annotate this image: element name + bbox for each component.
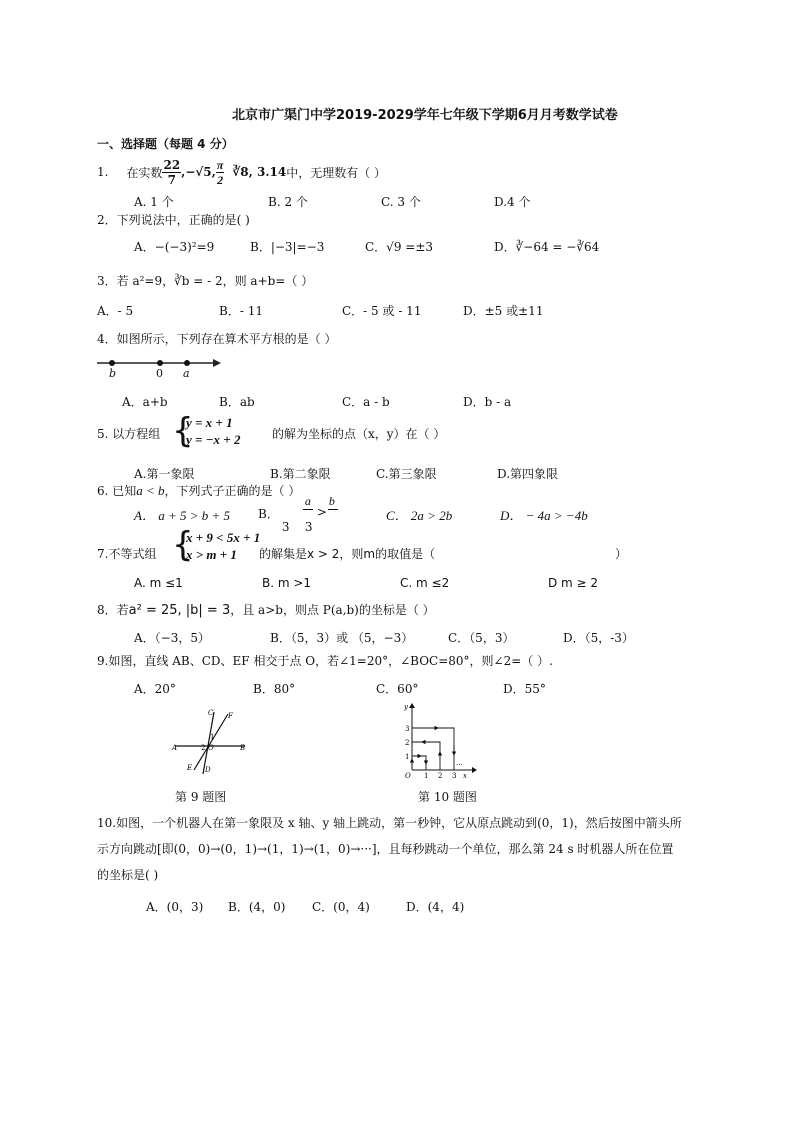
q1-math-1: ,−√5, [181, 165, 216, 179]
q6-b-den-2: 3 [304, 520, 313, 534]
svg-text:2: 2 [405, 739, 410, 747]
q5-suffix: 的解为坐标的点（x，y）在（ ） [272, 427, 446, 441]
q8-option-a: A．（−3，5） [134, 631, 210, 645]
q9-stem: 9.如图，直线 AB、CD、EF 相交于点 O，若∠1=20°，∠BOC=80°，则∠2=（ ）. [97, 654, 553, 668]
q5-option-c: C.第三象限 [376, 467, 437, 481]
label-b: b [109, 367, 117, 380]
q1-option-d: D.4 个 [494, 195, 531, 209]
q6-option-d: D． − 4a > −4b [500, 508, 588, 523]
svg-text:2: 2 [201, 744, 206, 752]
q4-number-line [97, 354, 222, 380]
figure-10-caption: 第 10 题图 [418, 790, 477, 804]
q3-option-c: C．- 5 或 - 11 [342, 304, 422, 318]
q2-option-b: B．|−3|=−3 [250, 240, 325, 254]
page-title: 北京市广渠门中学2019-2029学年七年级下学期6月月考数学试卷 [232, 108, 618, 123]
q10-line-2: 示方向跳动[即(0，0)→(0，1)→(1，1)→(1，0)→···]，且每秒跳动一个单位，那么第 24 s 时机器人所在位置 [97, 842, 674, 856]
q5-option-b: B.第二象限 [270, 467, 331, 481]
q5-option-d: D.第四象限 [497, 467, 559, 481]
svg-text:F: F [228, 712, 233, 720]
q8-option-d: D．（5，-3） [563, 631, 634, 645]
svg-text:x: x [463, 772, 467, 780]
q10-option-a: A．(0，3) [146, 900, 204, 914]
svg-text:O: O [208, 744, 214, 752]
q8-stem: 8．若a² = 25, |b| = 3，且 a>b，则点 P(a,b)的坐标是（ ） [97, 603, 435, 618]
q3-stem: 3．若 a²=9，∛b = - 2，则 a+b=（ ） [97, 274, 314, 288]
q9-option-c: C．60° [376, 682, 419, 696]
q7-option-b: B. m >1 [262, 576, 312, 590]
q2-option-c: C．√9 =±3 [365, 240, 434, 254]
figure-10 [400, 700, 480, 780]
q1-prefix: 在实数 [126, 165, 163, 180]
svg-text:···: ··· [456, 761, 463, 769]
q5-option-a: A.第一象限 [134, 467, 195, 481]
q1-number: 1. [97, 165, 109, 179]
svg-text:y: y [404, 703, 408, 711]
svg-text:O: O [405, 772, 411, 780]
q1-option-c: C. 3 个 [381, 195, 421, 209]
q9-option-d: D．55° [503, 682, 546, 696]
q10-line-1: 10.如图，一个机器人在第一象限及 x 轴、y 轴上跳动，第一秒钟，它从原点跳动到(0，1)，然后按图中箭头所 [97, 816, 682, 830]
q6-b-bar-2 [328, 509, 338, 510]
q3-option-a: A．- 5 [97, 304, 134, 318]
q6-option-c: C． 2a > 2b [386, 508, 453, 523]
q7-option-c: C. m ≤2 [400, 576, 450, 590]
q10-option-b: B．(4，0) [228, 900, 286, 914]
svg-text:D: D [205, 766, 211, 774]
q7-inequality-1: x + 9 < 5x + 1 [186, 530, 261, 545]
svg-text:B: B [240, 744, 246, 752]
figure-9-caption: 第 9 题图 [175, 790, 227, 804]
question-1 [97, 152, 386, 192]
q1-math-2: ∛8, 3.14 [232, 165, 287, 179]
q5-equation-1: y = x + 1 [186, 415, 233, 430]
label-a: a [183, 367, 190, 380]
q7-option-a: A. m ≤1 [134, 576, 183, 590]
svg-text:2: 2 [438, 772, 443, 780]
label-0: 0 [156, 367, 163, 380]
q9-option-a: A．20° [134, 682, 176, 696]
svg-text:1: 1 [405, 753, 410, 761]
q7-brace: { [172, 525, 194, 565]
q1-option-b: B. 2 个 [268, 195, 308, 209]
q8-option-c: C．（5，3） [448, 631, 515, 645]
figure-9 [170, 706, 250, 776]
q8-math: a² = 25, |b| = 3 [128, 603, 231, 618]
q7-suffix: 的解集是x > 2，则m的取值是（ [259, 547, 436, 561]
q1-fraction-22-7: $\frac{22}{7}$ [163, 157, 181, 187]
svg-text:3: 3 [452, 772, 457, 780]
svg-text:A: A [172, 744, 178, 752]
q1-option-a: A. 1 个 [134, 195, 174, 209]
q6-stem: 6. 已知a < b，下列式子正确的是（ ） [97, 483, 301, 498]
q10-option-d: D．(4，4) [406, 900, 465, 914]
q6-b-num-b: b [328, 494, 335, 508]
svg-text:3: 3 [405, 725, 410, 733]
q10-line-3: 的坐标是( ) [97, 868, 159, 882]
q5-equation-2: y = −x + 2 [186, 432, 241, 447]
q8-option-b: B．（5，3）或 （5，−3） [270, 631, 414, 645]
q1-suffix: 中，无理数有（ ） [286, 165, 387, 180]
q3-option-d: D．±5 或±11 [463, 304, 544, 318]
q6-b-num-a: a [304, 494, 311, 508]
q7-close-paren: ） [615, 547, 628, 561]
q6-b-den-1: 3 [281, 520, 290, 534]
q6-option-b: B． a 3 3 > b [258, 496, 341, 536]
q3-option-b: B．- 11 [219, 304, 263, 318]
q7-number: 7.不等式组 [97, 547, 157, 561]
q6-option-a: A． a + 5 > b + 5 [134, 508, 231, 523]
q4-stem: 4．如图所示，下列存在算术平方根的是（ ） [97, 332, 337, 346]
q6-b-bar-1 [303, 509, 313, 510]
q2-stem: 2．下列说法中，正确的是( ) [97, 213, 250, 227]
svg-text:E: E [187, 764, 193, 772]
q5-number: 5. 以方程组 [97, 427, 161, 441]
q2-option-a: A．−(−3)²=9 [134, 240, 215, 254]
svg-text:1: 1 [424, 772, 429, 780]
q9-option-b: B．80° [253, 682, 296, 696]
q6-math: a < b [136, 483, 165, 498]
q4-option-b: B．ab [219, 395, 255, 409]
q6-b-gt: > [316, 505, 327, 519]
q10-option-c: C．(0，4) [312, 900, 370, 914]
svg-text:1: 1 [210, 733, 215, 741]
q1-fraction-pi-2: $\frac{\pi}{2}$ [216, 157, 224, 187]
q5-brace: { [172, 411, 194, 451]
q4-option-c: C．a - b [342, 395, 390, 409]
q7-option-d: D m ≥ 2 [548, 576, 599, 590]
section-heading: 一、选择题（每题 4 分） [97, 137, 234, 151]
q2-option-d: D．∛−64 = −∛64 [494, 240, 600, 254]
q4-option-a: A．a+b [122, 395, 168, 409]
q7-inequality-2: x > m + 1 [186, 547, 237, 562]
q4-option-d: D．b - a [463, 395, 512, 409]
svg-text:C: C [208, 709, 214, 717]
